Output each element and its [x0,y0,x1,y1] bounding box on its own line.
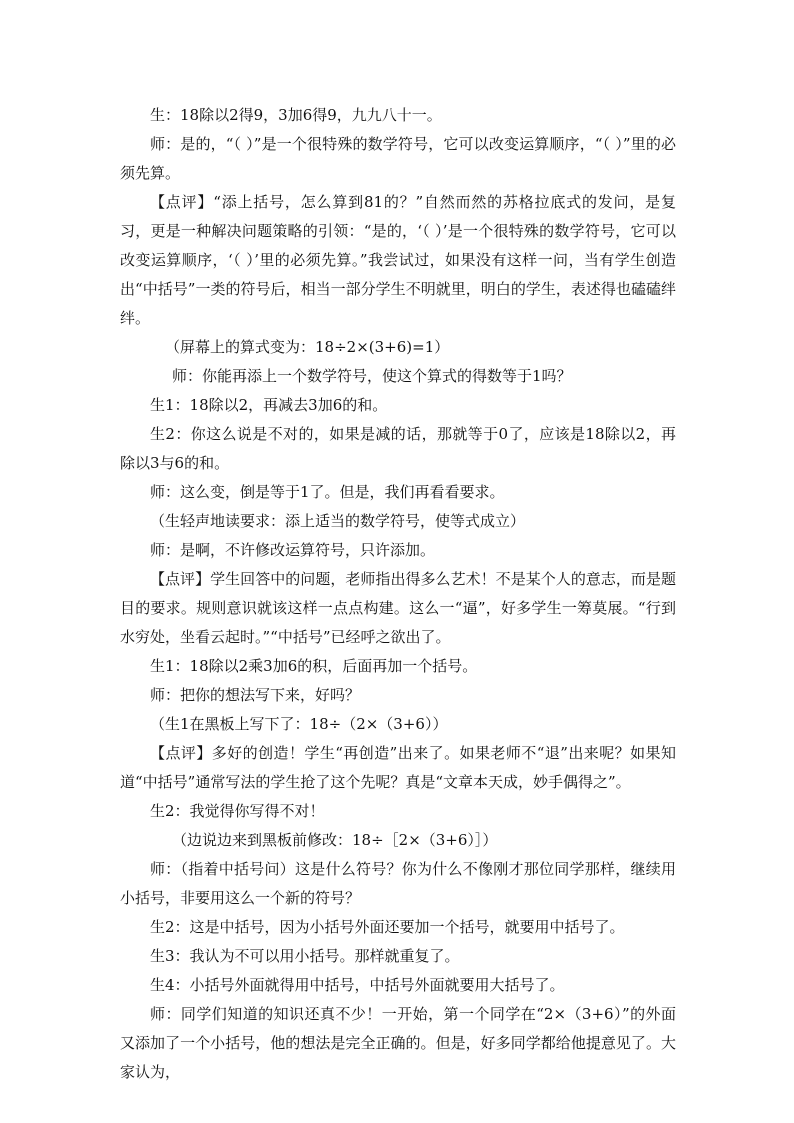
dialogue-teacher-write: 师：把你的想法写下来，好吗？ [150,686,361,704]
dialogue-student-2-bracket: 生2：这是中括号，因为小括号外面还要加一个括号，就要用中括号了。 [150,918,625,936]
comment-paragraph-1: 【点评】“添上括号，怎么算到81的？”自然而然的苏格拉底式的发问，是复习，更是一种解决问题策略的引领：“是的，‘（ ）’是一个很特殊的数学符号，它可以改变运算顺序，‘（ ）’里的必须先算。”我尝试过，如果没有这样一问，当有学生创造出“中括号”一类的符号后，相当一部分学生不明就里，明白的学生，表述得也磕磕绊绊。 [120,193,676,327]
dialogue-student-3: 生3：我认为不可以用小括号。那样就重复了。 [150,947,460,965]
dialogue-student-answer: 生：18除以2得9，3加6得9，九九八十一。 [150,106,442,124]
dialogue-student-4: 生4：小括号外面就得用中括号，中括号外面就要用大括号了。 [150,976,565,994]
stage-note-correction: （边说边来到黑板前修改：18÷［2×（3+6）］） [172,831,498,849]
comment-paragraph-2: 【点评】学生回答中的问题，老师指出得多么艺术！不是某个人的意志，而是题目的要求。规则意识就该这样一点点构建。这么一“逼”，好多学生一筹莫展。“行到水穷处，坐看云起时。”“中括号”已经呼之欲出了。 [120,570,676,646]
stage-note-blackboard: （生1在黑板上写下了：18÷（2×（3+6）） [150,715,448,733]
dialogue-teacher-parentheses: 师：是的，“（ ）”是一个很特殊的数学符号，它可以改变运算顺序，“（ ）”里的必须先算。 [120,135,676,182]
dialogue-student-1-bracket: 生1：18除以2乘3加6的积，后面再加一个括号。 [150,657,478,675]
stage-note-reading: （生轻声地读要求：添上适当的数学符号，使等式成立） [150,512,526,530]
dialogue-teacher-rule: 师：是啊，不许修改运算符号，只许添加。 [150,541,436,559]
dialogue-teacher-question: 师：你能再添上一个数学符号，使这个算式的得数等于1吗？ [172,367,572,385]
lesson-transcript [120,101,676,1087]
dialogue-student-1: 生1：18除以2，再减去3加6的和。 [150,396,388,414]
screen-formula-note: （屏幕上的算式变为：18÷2×(3+6)=1） [165,338,450,356]
dialogue-student-2-disagree: 生2：我觉得你写得不对！ [150,802,325,820]
dialogue-teacher-summary: 师：同学们知道的知识还真不少！一开始，第一个同学在“2×（3+6）”的外面又添加了一个小括号，他的想法是完全正确的。但是，好多同学都给他提意见了。大家认为， [120,1005,676,1081]
dialogue-teacher-bracket-question: 师：（指着中括号问）这是什么符号？你为什么不像刚才那位同学那样，继续用小括号，非要用这么一个新的符号？ [120,860,676,907]
dialogue-teacher-requirement: 师：这么变，倒是等于1了。但是，我们再看看要求。 [150,483,505,501]
dialogue-student-2: 生2：你这么说是不对的，如果是减的话，那就等于0了，应该是18除以2，再除以3与6的和。 [120,425,676,472]
comment-paragraph-3: 【点评】多好的创造！学生“再创造”出来了。如果老师不“退”出来呢？如果知道“中括号”通常写法的学生抢了这个先呢？真是“文章本天成，妙手偶得之”。 [120,744,676,791]
